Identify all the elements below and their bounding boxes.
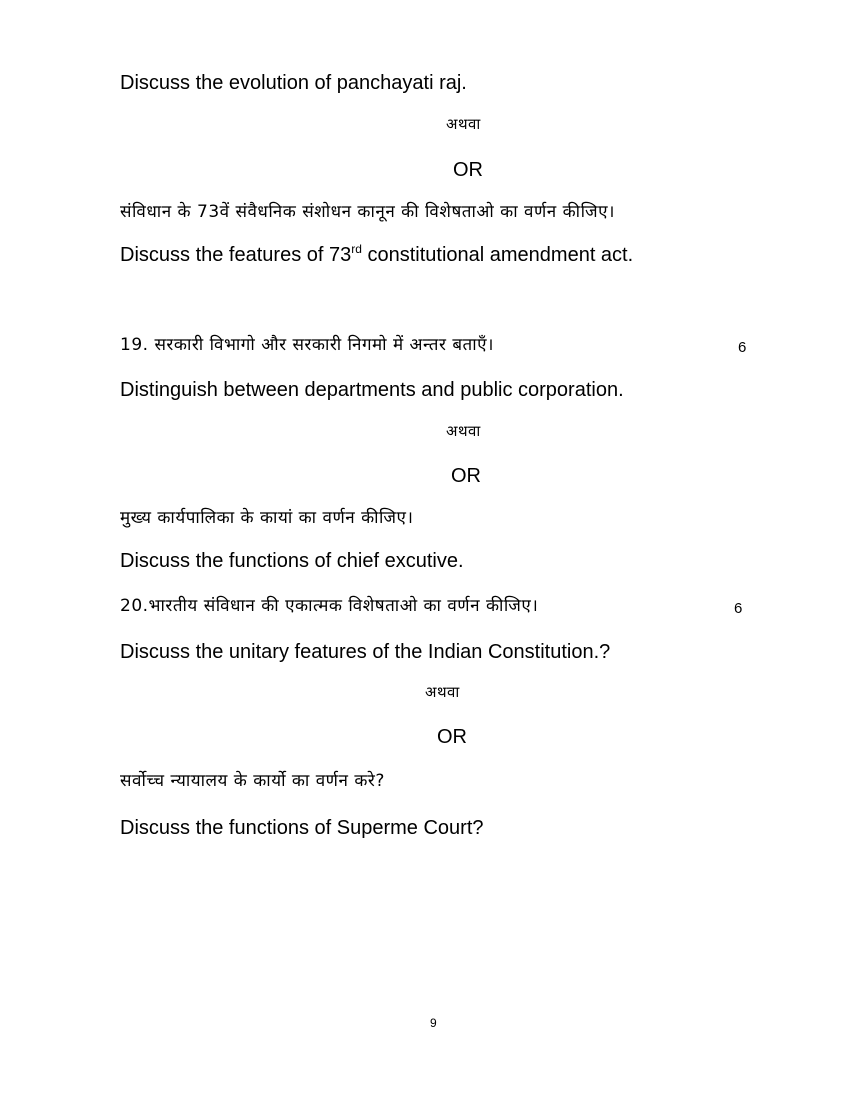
question-19-hi: 19. सरकारी विभागो और सरकारी निगमो में अन्तर बताएँ।	[120, 335, 494, 355]
question-19-alt-hi: मुख्य कार्यपालिका के कायां का वर्णन कीजिए।	[120, 508, 414, 528]
or-label: OR	[437, 726, 467, 748]
question-20-marks: 6	[734, 600, 743, 617]
question-19-en: Distinguish between departments and public corporation.	[120, 379, 624, 401]
question-text-en: Discuss the evolution of panchayati raj.	[120, 72, 467, 94]
question-20-alt-hi: सर्वोच्च न्यायालय के कार्यो का वर्णन करे?	[120, 771, 385, 791]
athva-label: अथवा	[446, 422, 481, 440]
question-19-marks: 6	[738, 339, 747, 356]
question-19-alt-en: Discuss the functions of chief excutive.	[120, 550, 464, 572]
or-label: OR	[451, 465, 481, 487]
or-label: OR	[453, 159, 483, 181]
athva-label: अथवा	[446, 115, 481, 133]
question-20-en: Discuss the unitary features of the Indian Constitution.?	[120, 641, 611, 663]
alt-en-suffix: constitutional amendment act.	[361, 244, 634, 266]
question-20-alt-en: Discuss the functions of Superme Court?	[120, 817, 484, 839]
page-number: 9	[430, 1016, 437, 1030]
alternative-question-en	[120, 242, 634, 266]
alternative-question-hi: संविधान के 73वें संवैधनिक संशोधन कानून की विशेषताओ का वर्णन कीजिए।	[120, 202, 615, 222]
question-20-hi: 20.भारतीय संविधान की एकात्मक विशेषताओ का वर्णन कीजिए।	[120, 596, 539, 616]
ordinal-superscript: rd	[351, 242, 362, 256]
alt-en-prefix: Discuss the features of 73	[120, 244, 352, 266]
athva-label: अथवा	[425, 683, 460, 701]
